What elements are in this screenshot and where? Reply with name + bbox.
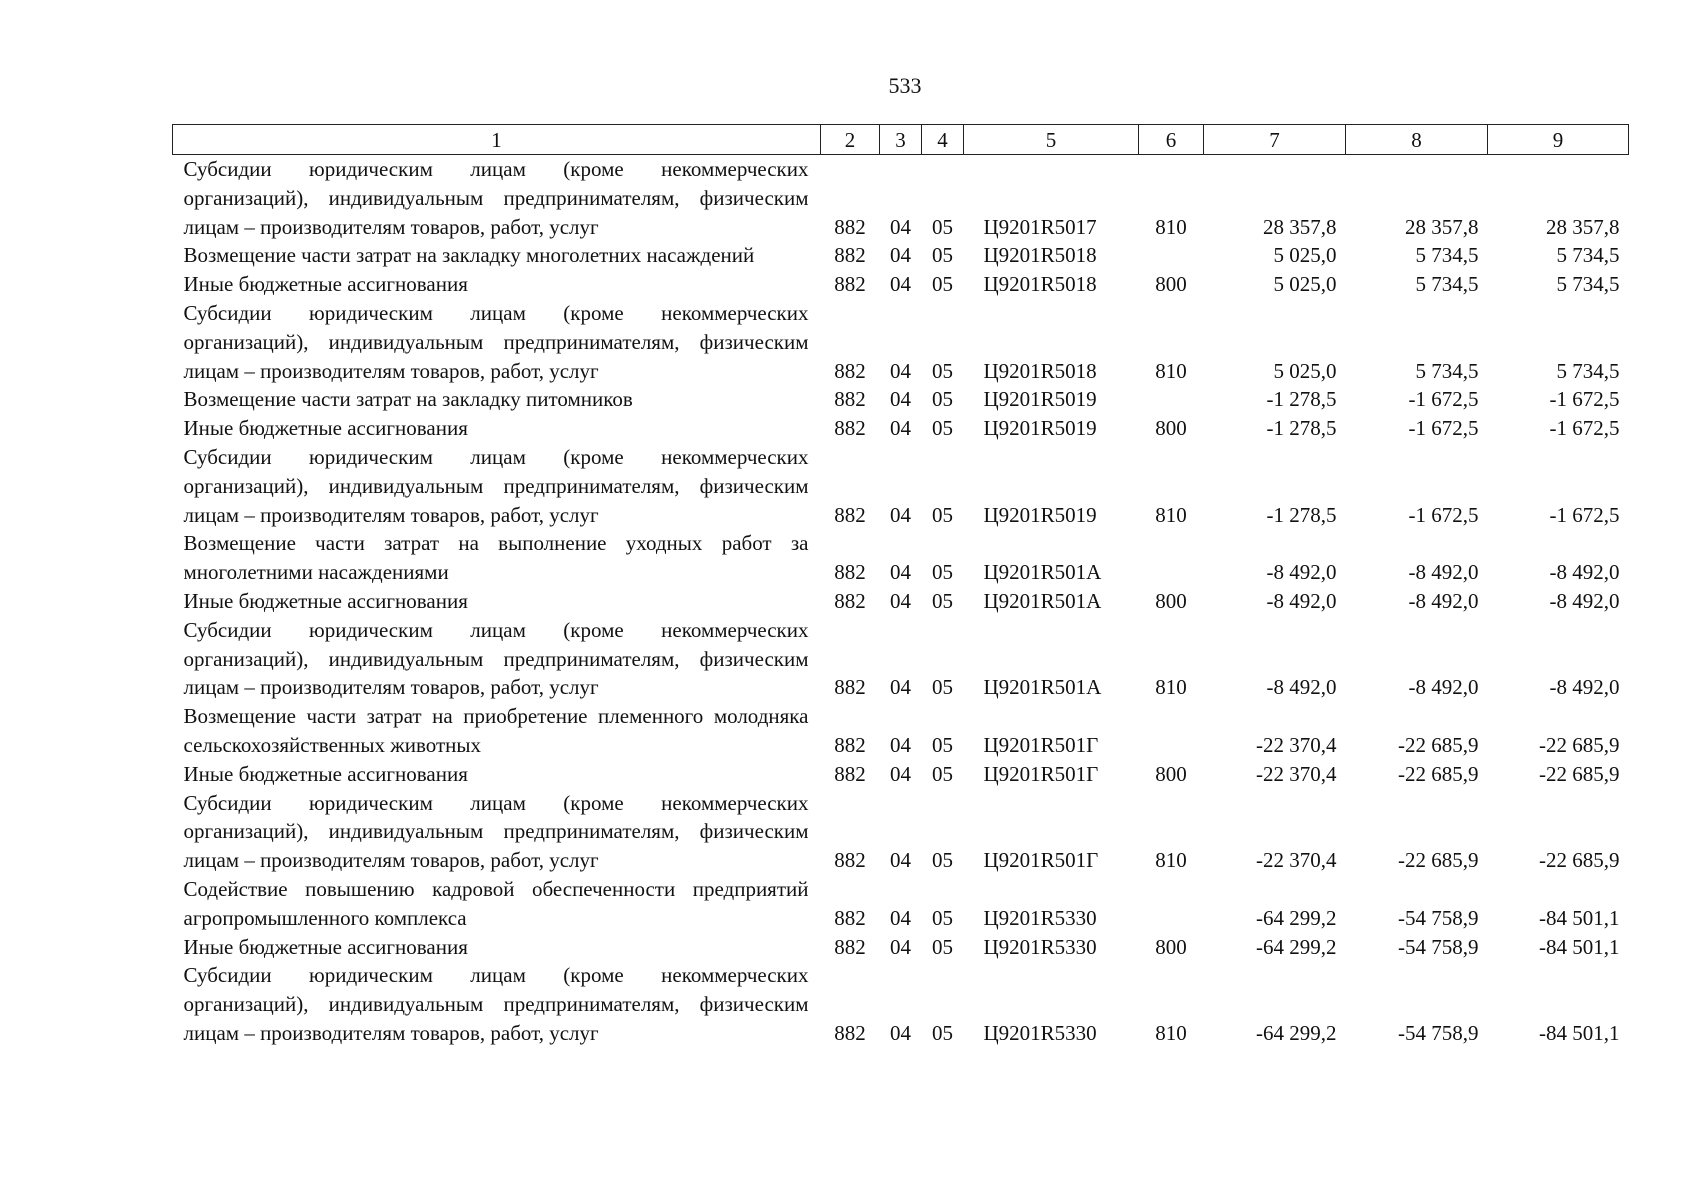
subsection-cell: 05 bbox=[932, 905, 953, 930]
description-cell: Иные бюджетные ассигнования bbox=[183, 272, 468, 297]
section-cell: 04 bbox=[890, 848, 911, 873]
amount-col-9-cell: -1 672,5 bbox=[1549, 416, 1620, 441]
amount-col-8-cell: -1 672,5 bbox=[1408, 502, 1479, 527]
target-article-cell: Ц9201R5018 bbox=[983, 243, 1097, 268]
ministry-code-cell: 882 bbox=[834, 675, 866, 700]
column-header-5: 5 bbox=[964, 125, 1139, 155]
target-article-cell: Ц9201R501А bbox=[983, 560, 1102, 585]
target-article-cell: Ц9201R501Г bbox=[983, 761, 1099, 786]
ministry-code-cell: 882 bbox=[834, 502, 866, 527]
amount-col-8-cell: 5 734,5 bbox=[1415, 272, 1479, 297]
description-cell: Возмещение части затрат на приобретение племенного молодняка сельскохозяйственных животных bbox=[183, 704, 809, 757]
subsection-cell: 05 bbox=[932, 588, 953, 613]
amount-col-9-cell: -84 501,1 bbox=[1539, 934, 1620, 959]
amount-col-8-cell: -54 758,9 bbox=[1398, 905, 1479, 930]
subsection-cell: 05 bbox=[932, 272, 953, 297]
amount-col-7-cell: -64 299,2 bbox=[1256, 934, 1337, 959]
ministry-code-cell: 882 bbox=[834, 934, 866, 959]
subsection-cell: 05 bbox=[932, 243, 953, 268]
section-cell: 04 bbox=[890, 761, 911, 786]
ministry-code-cell: 882 bbox=[834, 1020, 866, 1045]
page-number: 533 bbox=[888, 73, 922, 98]
amount-col-7-cell: -1 278,5 bbox=[1266, 387, 1337, 412]
section-cell: 04 bbox=[890, 243, 911, 268]
amount-col-8-cell: 28 357,8 bbox=[1405, 214, 1479, 239]
table-row bbox=[173, 933, 1629, 962]
expense-type-cell: 800 bbox=[1155, 416, 1187, 441]
amount-col-7-cell: -64 299,2 bbox=[1256, 905, 1337, 930]
amount-col-9-cell: -22 685,9 bbox=[1539, 761, 1620, 786]
column-header-2: 2 bbox=[821, 125, 880, 155]
target-article-cell: Ц9201R501Г bbox=[983, 848, 1099, 873]
amount-col-8-cell: 5 734,5 bbox=[1415, 358, 1479, 383]
ministry-code-cell: 882 bbox=[834, 416, 866, 441]
ministry-code-cell: 882 bbox=[834, 272, 866, 297]
section-cell: 04 bbox=[890, 588, 911, 613]
subsection-cell: 05 bbox=[932, 502, 953, 527]
target-article-cell: Ц9201R501А bbox=[983, 588, 1102, 613]
amount-col-8-cell: -8 492,0 bbox=[1408, 675, 1479, 700]
budget-table bbox=[172, 124, 1629, 1048]
table-row bbox=[173, 587, 1629, 616]
amount-col-9-cell: 28 357,8 bbox=[1546, 214, 1620, 239]
table-row bbox=[173, 616, 1629, 702]
section-cell: 04 bbox=[890, 675, 911, 700]
table-row bbox=[173, 702, 1629, 760]
amount-col-8-cell: -8 492,0 bbox=[1408, 588, 1479, 613]
amount-col-7-cell: 5 025,0 bbox=[1273, 358, 1337, 383]
subsection-cell: 05 bbox=[932, 214, 953, 239]
table-row bbox=[173, 299, 1629, 385]
ministry-code-cell: 882 bbox=[834, 358, 866, 383]
description-cell: Иные бюджетные ассигнования bbox=[183, 761, 468, 786]
amount-col-9-cell: 5 734,5 bbox=[1556, 272, 1620, 297]
description-cell: Субсидии юридическим лицам (кроме некоммерческих организаций), индивидуальным предпринимателям, физическим лицам – производителям товаров, работ, услуг bbox=[183, 444, 809, 527]
amount-col-9-cell: -1 672,5 bbox=[1549, 387, 1620, 412]
description-cell: Возмещение части затрат на закладку питомников bbox=[183, 387, 633, 412]
amount-col-8-cell: 5 734,5 bbox=[1415, 243, 1479, 268]
target-article-cell: Ц9201R5019 bbox=[983, 387, 1097, 412]
target-article-cell: Ц9201R501Г bbox=[983, 732, 1099, 757]
column-header-9: 9 bbox=[1488, 125, 1629, 155]
amount-col-7-cell: -64 299,2 bbox=[1256, 1020, 1337, 1045]
table-row bbox=[173, 443, 1629, 529]
table-row bbox=[173, 414, 1629, 443]
amount-col-7-cell: -22 370,4 bbox=[1256, 732, 1337, 757]
subsection-cell: 05 bbox=[932, 560, 953, 585]
expense-type-cell bbox=[1139, 702, 1204, 760]
section-cell: 04 bbox=[890, 272, 911, 297]
ministry-code-cell: 882 bbox=[834, 243, 866, 268]
table-row bbox=[173, 270, 1629, 299]
amount-col-9-cell: -8 492,0 bbox=[1549, 675, 1620, 700]
target-article-cell: Ц9201R5018 bbox=[983, 358, 1097, 383]
section-cell: 04 bbox=[890, 358, 911, 383]
table-row bbox=[173, 529, 1629, 587]
description-cell: Иные бюджетные ассигнования bbox=[183, 416, 468, 441]
description-cell: Иные бюджетные ассигнования bbox=[183, 934, 468, 959]
amount-col-7-cell: -8 492,0 bbox=[1266, 588, 1337, 613]
ministry-code-cell: 882 bbox=[834, 387, 866, 412]
section-cell: 04 bbox=[890, 214, 911, 239]
amount-col-8-cell: -22 685,9 bbox=[1398, 848, 1479, 873]
amount-col-8-cell: -8 492,0 bbox=[1408, 560, 1479, 585]
expense-type-cell: 810 bbox=[1155, 675, 1187, 700]
description-cell: Содействие повышению кадровой обеспеченности предприятий агропромышленного комплекса bbox=[183, 876, 809, 930]
target-article-cell: Ц9201R5019 bbox=[983, 416, 1097, 441]
subsection-cell: 05 bbox=[932, 934, 953, 959]
subsection-cell: 05 bbox=[932, 761, 953, 786]
ministry-code-cell: 882 bbox=[834, 588, 866, 613]
amount-col-8-cell: -54 758,9 bbox=[1398, 934, 1479, 959]
ministry-code-cell: 882 bbox=[834, 732, 866, 757]
description-cell: Субсидии юридическим лицам (кроме некоммерческих организаций), индивидуальным предпринимателям, физическим лицам – производителям товаров, работ, услуг bbox=[183, 790, 809, 873]
target-article-cell: Ц9201R5019 bbox=[983, 502, 1097, 527]
expense-type-cell: 810 bbox=[1155, 358, 1187, 383]
description-cell: Иные бюджетные ассигнования bbox=[183, 588, 468, 613]
amount-col-7-cell: -8 492,0 bbox=[1266, 675, 1337, 700]
table-row bbox=[173, 789, 1629, 875]
amount-col-9-cell: -22 685,9 bbox=[1539, 848, 1620, 873]
section-cell: 04 bbox=[890, 934, 911, 959]
amount-col-7-cell: -1 278,5 bbox=[1266, 416, 1337, 441]
column-header-3: 3 bbox=[880, 125, 922, 155]
description-cell: Субсидии юридическим лицам (кроме некоммерческих организаций), индивидуальным предпринимателям, физическим лицам – производителям товаров, работ, услуг bbox=[183, 963, 809, 1045]
subsection-cell: 05 bbox=[932, 387, 953, 412]
amount-col-8-cell: -22 685,9 bbox=[1398, 761, 1479, 786]
table-row bbox=[173, 155, 1629, 242]
amount-col-7-cell: -22 370,4 bbox=[1256, 848, 1337, 873]
ministry-code-cell: 882 bbox=[834, 761, 866, 786]
expense-type-cell: 800 bbox=[1155, 761, 1187, 786]
subsection-cell: 05 bbox=[932, 675, 953, 700]
ministry-code-cell: 882 bbox=[834, 848, 866, 873]
column-header-6: 6 bbox=[1139, 125, 1204, 155]
column-header-8: 8 bbox=[1346, 125, 1488, 155]
section-cell: 04 bbox=[890, 1020, 911, 1045]
section-cell: 04 bbox=[890, 905, 911, 930]
amount-col-8-cell: -1 672,5 bbox=[1408, 416, 1479, 441]
table-body bbox=[173, 155, 1629, 1048]
table-row bbox=[173, 760, 1629, 789]
table-row bbox=[173, 961, 1629, 1047]
section-cell: 04 bbox=[890, 416, 911, 441]
ministry-code-cell: 882 bbox=[834, 560, 866, 585]
subsection-cell: 05 bbox=[932, 416, 953, 441]
table-row bbox=[173, 875, 1629, 933]
target-article-cell: Ц9201R5330 bbox=[983, 1020, 1097, 1045]
amount-col-9-cell: -8 492,0 bbox=[1549, 560, 1620, 585]
target-article-cell: Ц9201R5330 bbox=[983, 934, 1097, 959]
target-article-cell: Ц9201R5017 bbox=[983, 214, 1097, 239]
description-cell: Возмещение части затрат на выполнение уходных работ за многолетними насаждениями bbox=[183, 531, 809, 585]
amount-col-8-cell: -22 685,9 bbox=[1398, 732, 1479, 757]
section-cell: 04 bbox=[890, 560, 911, 585]
subsection-cell: 05 bbox=[932, 848, 953, 873]
expense-type-cell: 810 bbox=[1155, 1020, 1187, 1045]
expense-type-cell bbox=[1139, 241, 1204, 270]
amount-col-9-cell: 5 734,5 bbox=[1556, 358, 1620, 383]
table-row bbox=[173, 385, 1629, 414]
section-cell: 04 bbox=[890, 732, 911, 757]
amount-col-8-cell: -54 758,9 bbox=[1398, 1020, 1479, 1045]
section-cell: 04 bbox=[890, 502, 911, 527]
column-header-7: 7 bbox=[1204, 125, 1346, 155]
amount-col-9-cell: -1 672,5 bbox=[1549, 502, 1620, 527]
subsection-cell: 05 bbox=[932, 358, 953, 383]
subsection-cell: 05 bbox=[932, 1020, 953, 1045]
expense-type-cell: 810 bbox=[1155, 214, 1187, 239]
subsection-cell: 05 bbox=[932, 732, 953, 757]
expense-type-cell: 800 bbox=[1155, 272, 1187, 297]
ministry-code-cell: 882 bbox=[834, 905, 866, 930]
amount-col-9-cell: -84 501,1 bbox=[1539, 1020, 1620, 1045]
expense-type-cell: 800 bbox=[1155, 588, 1187, 613]
amount-col-7-cell: 5 025,0 bbox=[1273, 272, 1337, 297]
column-header-1: 1 bbox=[173, 125, 821, 155]
target-article-cell: Ц9201R5330 bbox=[983, 905, 1097, 930]
expense-type-cell bbox=[1139, 529, 1204, 587]
table-row bbox=[173, 241, 1629, 270]
expense-type-cell: 810 bbox=[1155, 848, 1187, 873]
amount-col-9-cell: -8 492,0 bbox=[1549, 588, 1620, 613]
amount-col-9-cell: -22 685,9 bbox=[1539, 732, 1620, 757]
expense-type-cell bbox=[1139, 875, 1204, 933]
description-cell: Субсидии юридическим лицам (кроме некоммерческих организаций), индивидуальным предпринимателям, физическим лицам – производителям товаров, работ, услуг bbox=[183, 617, 809, 700]
section-cell: 04 bbox=[890, 387, 911, 412]
expense-type-cell: 810 bbox=[1155, 502, 1187, 527]
ministry-code-cell: 882 bbox=[834, 214, 866, 239]
amount-col-9-cell: -84 501,1 bbox=[1539, 905, 1620, 930]
amount-col-7-cell: 5 025,0 bbox=[1273, 243, 1337, 268]
target-article-cell: Ц9201R5018 bbox=[983, 272, 1097, 297]
amount-col-7-cell: -22 370,4 bbox=[1256, 761, 1337, 786]
amount-col-7-cell: -1 278,5 bbox=[1266, 502, 1337, 527]
description-cell: Субсидии юридическим лицам (кроме некоммерческих организаций), индивидуальным предпринимателям, физическим лицам – производителям товаров, работ, услуг bbox=[183, 157, 809, 239]
amount-col-8-cell: -1 672,5 bbox=[1408, 387, 1479, 412]
amount-col-9-cell: 5 734,5 bbox=[1556, 243, 1620, 268]
amount-col-7-cell: -8 492,0 bbox=[1266, 560, 1337, 585]
expense-type-cell: 800 bbox=[1155, 934, 1187, 959]
expense-type-cell bbox=[1139, 385, 1204, 414]
column-header-4: 4 bbox=[922, 125, 964, 155]
amount-col-7-cell: 28 357,8 bbox=[1263, 214, 1337, 239]
target-article-cell: Ц9201R501А bbox=[983, 675, 1102, 700]
description-cell: Возмещение части затрат на закладку многолетних насаждений bbox=[183, 243, 755, 268]
table-header-row bbox=[173, 125, 1629, 155]
description-cell: Субсидии юридическим лицам (кроме некоммерческих организаций), индивидуальным предпринимателям, физическим лицам – производителям товаров, работ, услуг bbox=[183, 300, 809, 383]
